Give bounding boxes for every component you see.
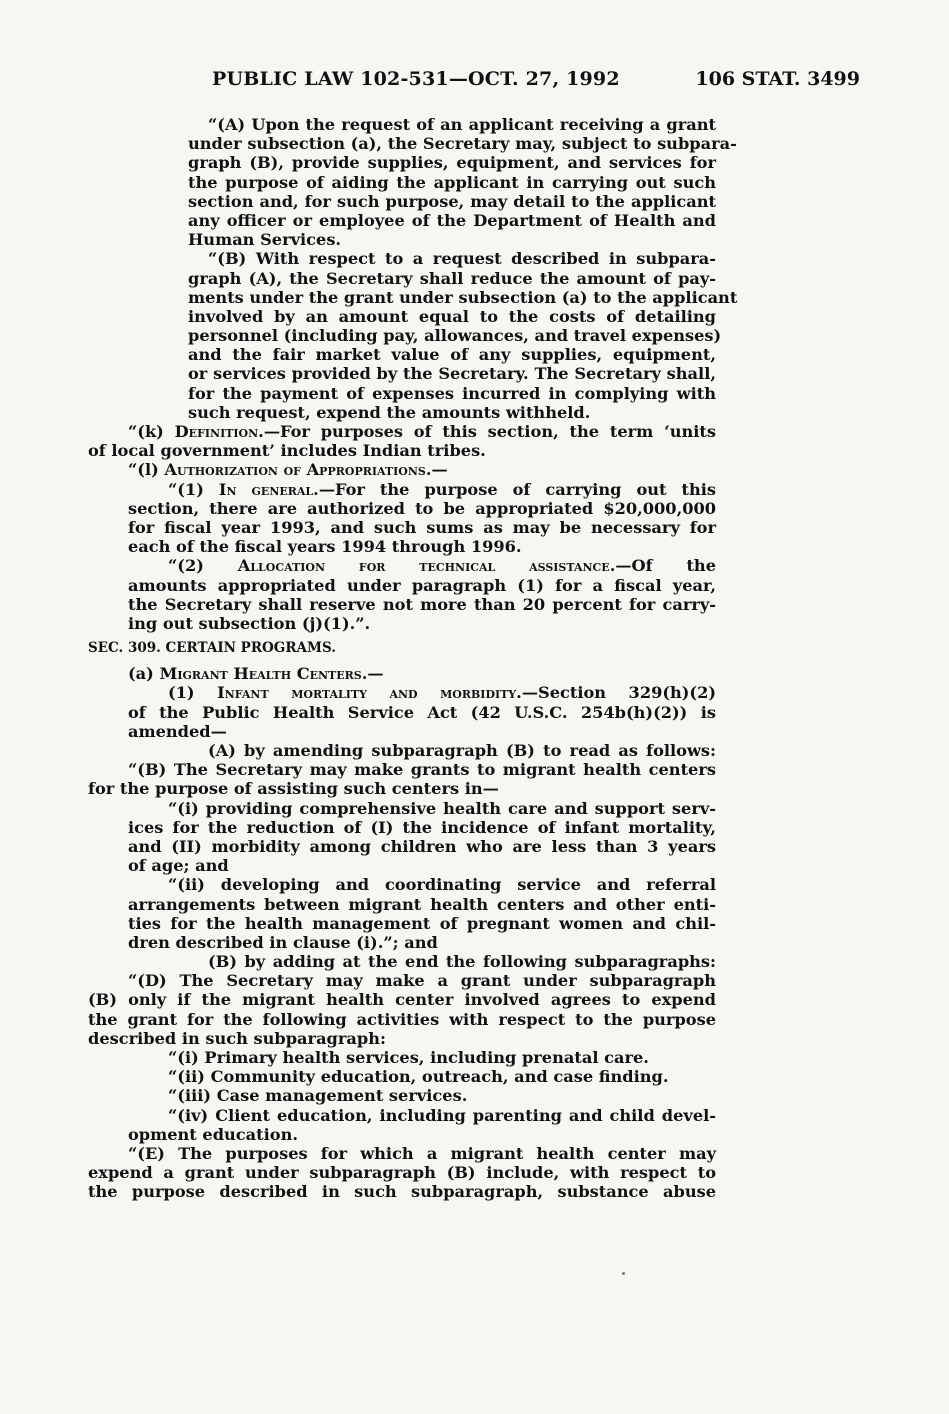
text-line: section and, for such purpose, may detail to the applicant xyxy=(188,191,716,211)
text-line: ices for the reduction of (I) the incidence of infant mortality, xyxy=(128,817,716,837)
text-line: “(B) The Secretary may make grants to migrant health centers xyxy=(128,760,716,780)
small-caps-heading: Migrant Health Centers. xyxy=(159,664,368,684)
text-line: graph (A), the Secretary shall reduce the amount of pay- xyxy=(188,268,716,288)
small-caps-heading: Authorization of Appropriations. xyxy=(164,460,432,480)
text-line: “(i) providing comprehensive health care and support serv- xyxy=(168,798,716,818)
text-line: under subsection (a), the Secretary may, subject to subpara- xyxy=(188,134,737,154)
text-line: of age; and xyxy=(128,856,229,876)
text-line: amended— xyxy=(128,721,227,741)
text-line: (B) only if the migrant health center involved agrees to expend xyxy=(88,990,716,1010)
text-line: “(1) In general.—For the purpose of carrying out this xyxy=(168,479,717,499)
text-line: “(l) Authorization of Appropriations.— xyxy=(128,460,448,480)
running-head xyxy=(212,68,860,98)
text-line: any officer or employee of the Department of Health and xyxy=(188,210,716,230)
section-heading: SEC. 309. CERTAIN PROGRAMS. xyxy=(88,640,336,657)
text-line: of local government’ includes Indian tribes. xyxy=(88,441,486,461)
text-line: ing out subsection (j)(1).”. xyxy=(128,613,371,633)
text-line: “(iv) Client education, including parenting and child devel- xyxy=(168,1105,716,1125)
text-line: (B) by adding at the end the following subparagraphs: xyxy=(208,952,716,972)
text-line: “(ii) developing and coordinating service and referral xyxy=(168,875,716,895)
text-line: each of the fiscal years 1994 through 1996. xyxy=(128,537,522,557)
text-line: expend a grant under subparagraph (B) include, with respect to xyxy=(88,1163,716,1183)
text-line: or services provided by the Secretary. The Secretary shall, xyxy=(188,364,716,384)
text-line: “(2) Allocation for technical assistance.—Of the xyxy=(168,556,716,576)
text-line: ties for the health management of pregnant women and chil- xyxy=(128,913,716,933)
text-line: amounts appropriated under paragraph (1) for a fiscal year, xyxy=(128,575,716,595)
text-line: ments under the grant under subsection (a) to the applicant xyxy=(188,287,738,307)
text-line: such request, expend the amounts withheld. xyxy=(188,402,591,422)
text-line: “(A) Upon the request of an applicant receiving a grant xyxy=(208,115,716,134)
text-line: “(D) The Secretary may make a grant under subparagraph xyxy=(128,971,716,991)
text-line: Human Services. xyxy=(188,230,342,250)
text-line: the purpose described in such subparagraph, substance abuse xyxy=(88,1182,716,1202)
text-line: and the fair market value of any supplies, equipment, xyxy=(188,345,716,365)
scan-speck xyxy=(622,1272,625,1275)
text-line: for fiscal year 1993, and such sums as may be necessary for xyxy=(128,517,716,537)
small-caps-heading: In general. xyxy=(218,479,319,499)
text-line: personnel (including pay, allowances, and travel expenses) xyxy=(188,326,722,346)
text-line: (1) Infant mortality and morbidity.—Section 329(h)(2) xyxy=(168,683,717,703)
running-head-title: PUBLIC LAW 102-531—OCT. 27, 1992 xyxy=(212,68,620,90)
text-line: the purpose of aiding the applicant in carrying out such xyxy=(188,172,716,192)
text-line: involved by an amount equal to the costs of detailing xyxy=(188,306,716,326)
text-line: “(E) The purposes for which a migrant health center may xyxy=(128,1143,716,1163)
text-line: “(k) Definition.—For purposes of this section, the term ‘units xyxy=(128,422,716,441)
text-line: and (II) morbidity among children who are less than 3 years xyxy=(128,836,716,856)
text-line: for the payment of expenses incurred in complying with xyxy=(188,383,716,403)
text-line: for the purpose of assisting such centers in— xyxy=(88,779,499,799)
text-line: “(ii) Community education, outreach, and case finding. xyxy=(168,1067,669,1087)
text-line: the Secretary shall reserve not more than 20 percent for carry- xyxy=(128,594,716,614)
small-caps-heading: Infant mortality and morbidity. xyxy=(217,683,522,703)
text-line: the grant for the following activities with respect to the purpose xyxy=(88,1009,716,1029)
small-caps-heading: Definition. xyxy=(174,422,264,441)
text-line: (a) Migrant Health Centers.— xyxy=(128,664,384,684)
text-line: opment education. xyxy=(128,1124,298,1144)
small-caps-heading: Allocation for technical assistance. xyxy=(237,556,616,576)
text-line: section, there are authorized to be appropriated $20,000,000 xyxy=(128,498,716,518)
text-line: dren described in clause (i).”; and xyxy=(128,932,438,952)
running-head-stat-page: 106 STAT. 3499 xyxy=(695,68,860,90)
text-line: “(iii) Case management services. xyxy=(168,1086,468,1106)
body-text xyxy=(88,115,738,1202)
text-line: “(i) Primary health services, including prenatal care. xyxy=(168,1048,649,1067)
text-line: graph (B), provide supplies, equipment, and services for xyxy=(188,153,716,173)
text-line: arrangements between migrant health centers and other enti- xyxy=(128,894,716,914)
text-line: described in such subparagraph: xyxy=(88,1028,386,1048)
text-line: of the Public Health Service Act (42 U.S.C. 254b(h)(2)) is xyxy=(128,702,716,722)
text-line: (A) by amending subparagraph (B) to read as follows: xyxy=(208,741,716,760)
text-line: “(B) With respect to a request described in subpara- xyxy=(208,249,716,269)
